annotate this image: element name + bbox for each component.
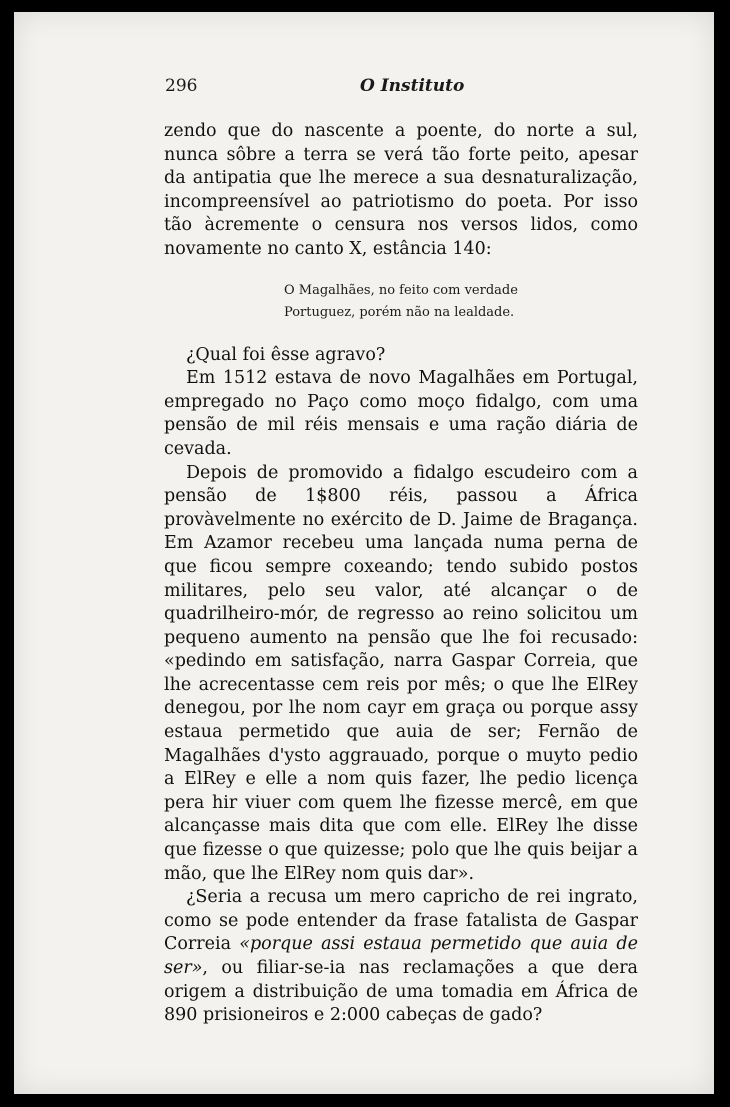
book-page [14,12,714,1094]
paragraph-1: zendo que do nascente a poente, do norte a sul, nunca sôbre a terra se verá tão forte peito, apesar da antipatia que lhe merece a sua desnaturalização, incompreensível ao patriotismo do poeta. Por isso tão àcremente o censura nos versos lidos, como novamente no canto X, estância 140: [164,121,638,259]
verse-line-1: O Magalhães, no feito com verdade [284,282,518,298]
paragraph-5 [164,886,638,1028]
paragraph-5-italic-quote: «porque assi estaua permetido que auia de ser» [164,934,638,978]
verse-quote [164,280,638,324]
paragraph-5-text-b: , ou filiar-se-ia nas reclamações a que dera origem a distribuição de uma tomadia em África de 890 prisioneiros e 2:000 cabeças de gado? [164,958,638,1026]
paragraph-5-text-a: ¿Seria a recusa um mero capricho de rei ingrato, como se pode entender da frase fatalista de Gaspar Correia [164,887,638,955]
paragraph-2: ¿Qual foi êsse agravo? [186,344,386,365]
paragraph-4: Depois de promovido a fidalgo escudeiro com a pensão de 1$800 réis, passou a África provàvelmente no exército de D. Jaime de Bragança. Em Azamor recebeu uma lançada numa perna de que ficou sempre coxeando; tendo subido postos militares, pelo seu valor, até alcançar o de quadrilheiro-mór, de regresso ao reino solicitou um pequeno aumento na pensão que lhe foi recusado: «pedindo em satisfação, narra Gaspar Correia, que lhe acrecentasse cem reis por mês; o que lhe ElRey denegou, por lhe nom cayr em graça ou porque assy estaua permetido que auia de ser; Fernão de Magalhães d'ysto aggrauado, porque o muyto pedio a ElRey e elle a nom quis fazer, lhe pedio licença pera hir viuer com quem lhe fizesse mercê, em que alcançasse mais dita que com elle. ElRey lhe disse que fizesse o que quizesse; polo que lhe quis beijar a mão, que lhe ElRey nom quis dar». [164,462,638,884]
page-number: 296 [165,76,198,96]
page-body [164,120,638,1028]
running-title: O Instituto [360,76,465,96]
verse-line-2: Portuguez, porém não na lealdade. [284,304,515,320]
paragraph-3: Em 1512 estava de novo Magalhães em Portugal, empregado no Paço como moço fidalgo, com uma pensão de mil réis mensais e uma ração diária de cevada. [164,368,638,459]
